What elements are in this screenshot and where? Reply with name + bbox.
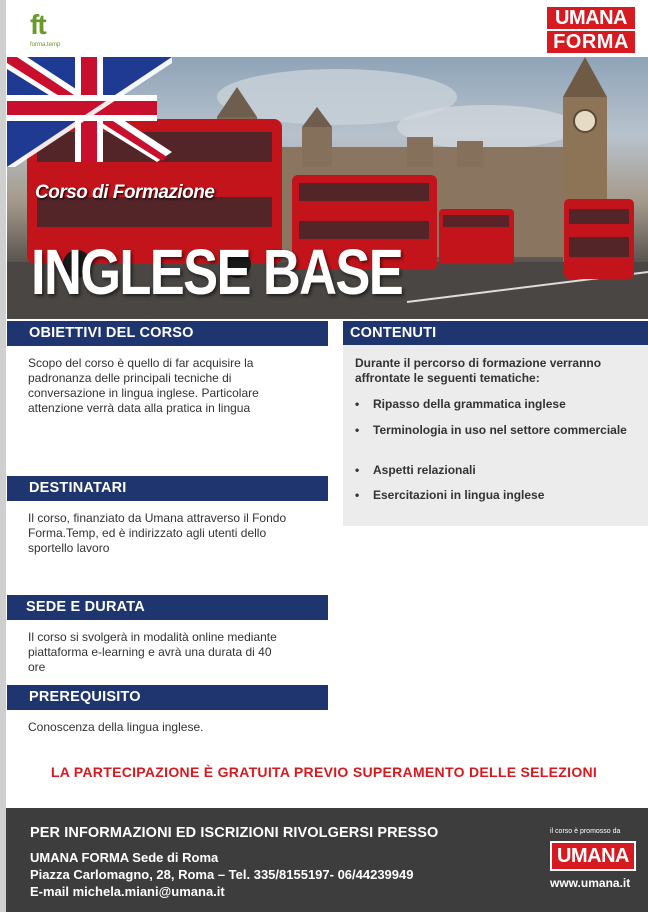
footer-email-link[interactable]: E-mail michela.miani@umana.it bbox=[30, 884, 225, 899]
list-item bbox=[355, 488, 635, 502]
section-heading-obiettivi: OBIETTIVI DEL CORSO bbox=[7, 321, 328, 346]
contact-footer bbox=[6, 808, 648, 912]
course-title: INGLESE BASE bbox=[31, 236, 403, 308]
prerequisito-text: Conoscenza della lingua inglese. bbox=[28, 720, 204, 734]
list-item-text: Aspetti relazionali bbox=[373, 463, 476, 477]
sede-text: Il corso si svolgerà in modalità online mediante piattaforma e-learning e avrà una durata di 40 ore bbox=[28, 630, 277, 674]
section-heading-destinatari: DESTINATARI bbox=[7, 476, 328, 501]
section-heading-sede: SEDE E DURATA bbox=[7, 595, 328, 620]
contenuti-intro: Durante il percorso di formazione verranno affrontate le seguenti tematiche: bbox=[355, 356, 602, 385]
forma-temp-logo bbox=[30, 10, 72, 54]
footer-heading: PER INFORMAZIONI ED ISCRIZIONI RIVOLGERSI PRESSO bbox=[30, 825, 439, 841]
list-item bbox=[355, 423, 635, 437]
bullet-icon: • bbox=[355, 423, 360, 437]
forma-temp-logo-mark: ft bbox=[30, 9, 45, 40]
section-heading-contenuti: CONTENUTI bbox=[343, 321, 648, 346]
list-item bbox=[355, 397, 635, 411]
umana-forma-logo-line1: UMANA bbox=[555, 7, 627, 29]
list-item bbox=[355, 463, 635, 477]
umana-forma-logo bbox=[547, 7, 635, 53]
destinatari-text: Il corso, finanziato da Umana attraverso il Fondo Forma.Temp, ed è indirizzato agli utenti dello sportello lavoro bbox=[28, 511, 287, 555]
section-heading-prerequisito: PREREQUISITO bbox=[7, 685, 328, 710]
umana-forma-logo-line2: FORMA bbox=[547, 29, 635, 53]
list-item-text: Esercitazioni in lingua inglese bbox=[373, 488, 545, 502]
forma-temp-logo-subtitle: forma.temp bbox=[30, 42, 61, 48]
union-jack-flag bbox=[7, 57, 172, 167]
website-link[interactable]: www.umana.it bbox=[550, 876, 631, 890]
obiettivi-text: Scopo del corso è quello di far acquisire la padronanza delle principali tecniche di conversazione in lingua inglese. Particolare attenzione verrà data alla pratica in lingua bbox=[28, 356, 259, 415]
free-participation-notice: LA PARTECIPAZIONE È GRATUITA PREVIO SUPERAMENTO DELLE SELEZIONI bbox=[50, 764, 598, 780]
footer-address: Piazza Carlomagno, 28, Roma – Tel. 335/8155197- 06/44239949 bbox=[30, 867, 414, 882]
list-item-text: Terminologia in uso nel settore commerciale bbox=[373, 423, 627, 437]
list-item-text: Ripasso della grammatica inglese bbox=[373, 397, 566, 411]
hero-banner bbox=[7, 57, 648, 319]
umana-footer-logo: UMANA bbox=[550, 841, 636, 871]
hero-kicker: Corso di Formazione bbox=[35, 182, 215, 203]
bullet-icon: • bbox=[355, 488, 360, 502]
footer-org: UMANA FORMA Sede di Roma bbox=[30, 850, 219, 865]
promoted-by-label: il corso è promosso da bbox=[550, 828, 621, 835]
bullet-icon: • bbox=[355, 397, 360, 411]
bullet-icon: • bbox=[355, 463, 360, 477]
